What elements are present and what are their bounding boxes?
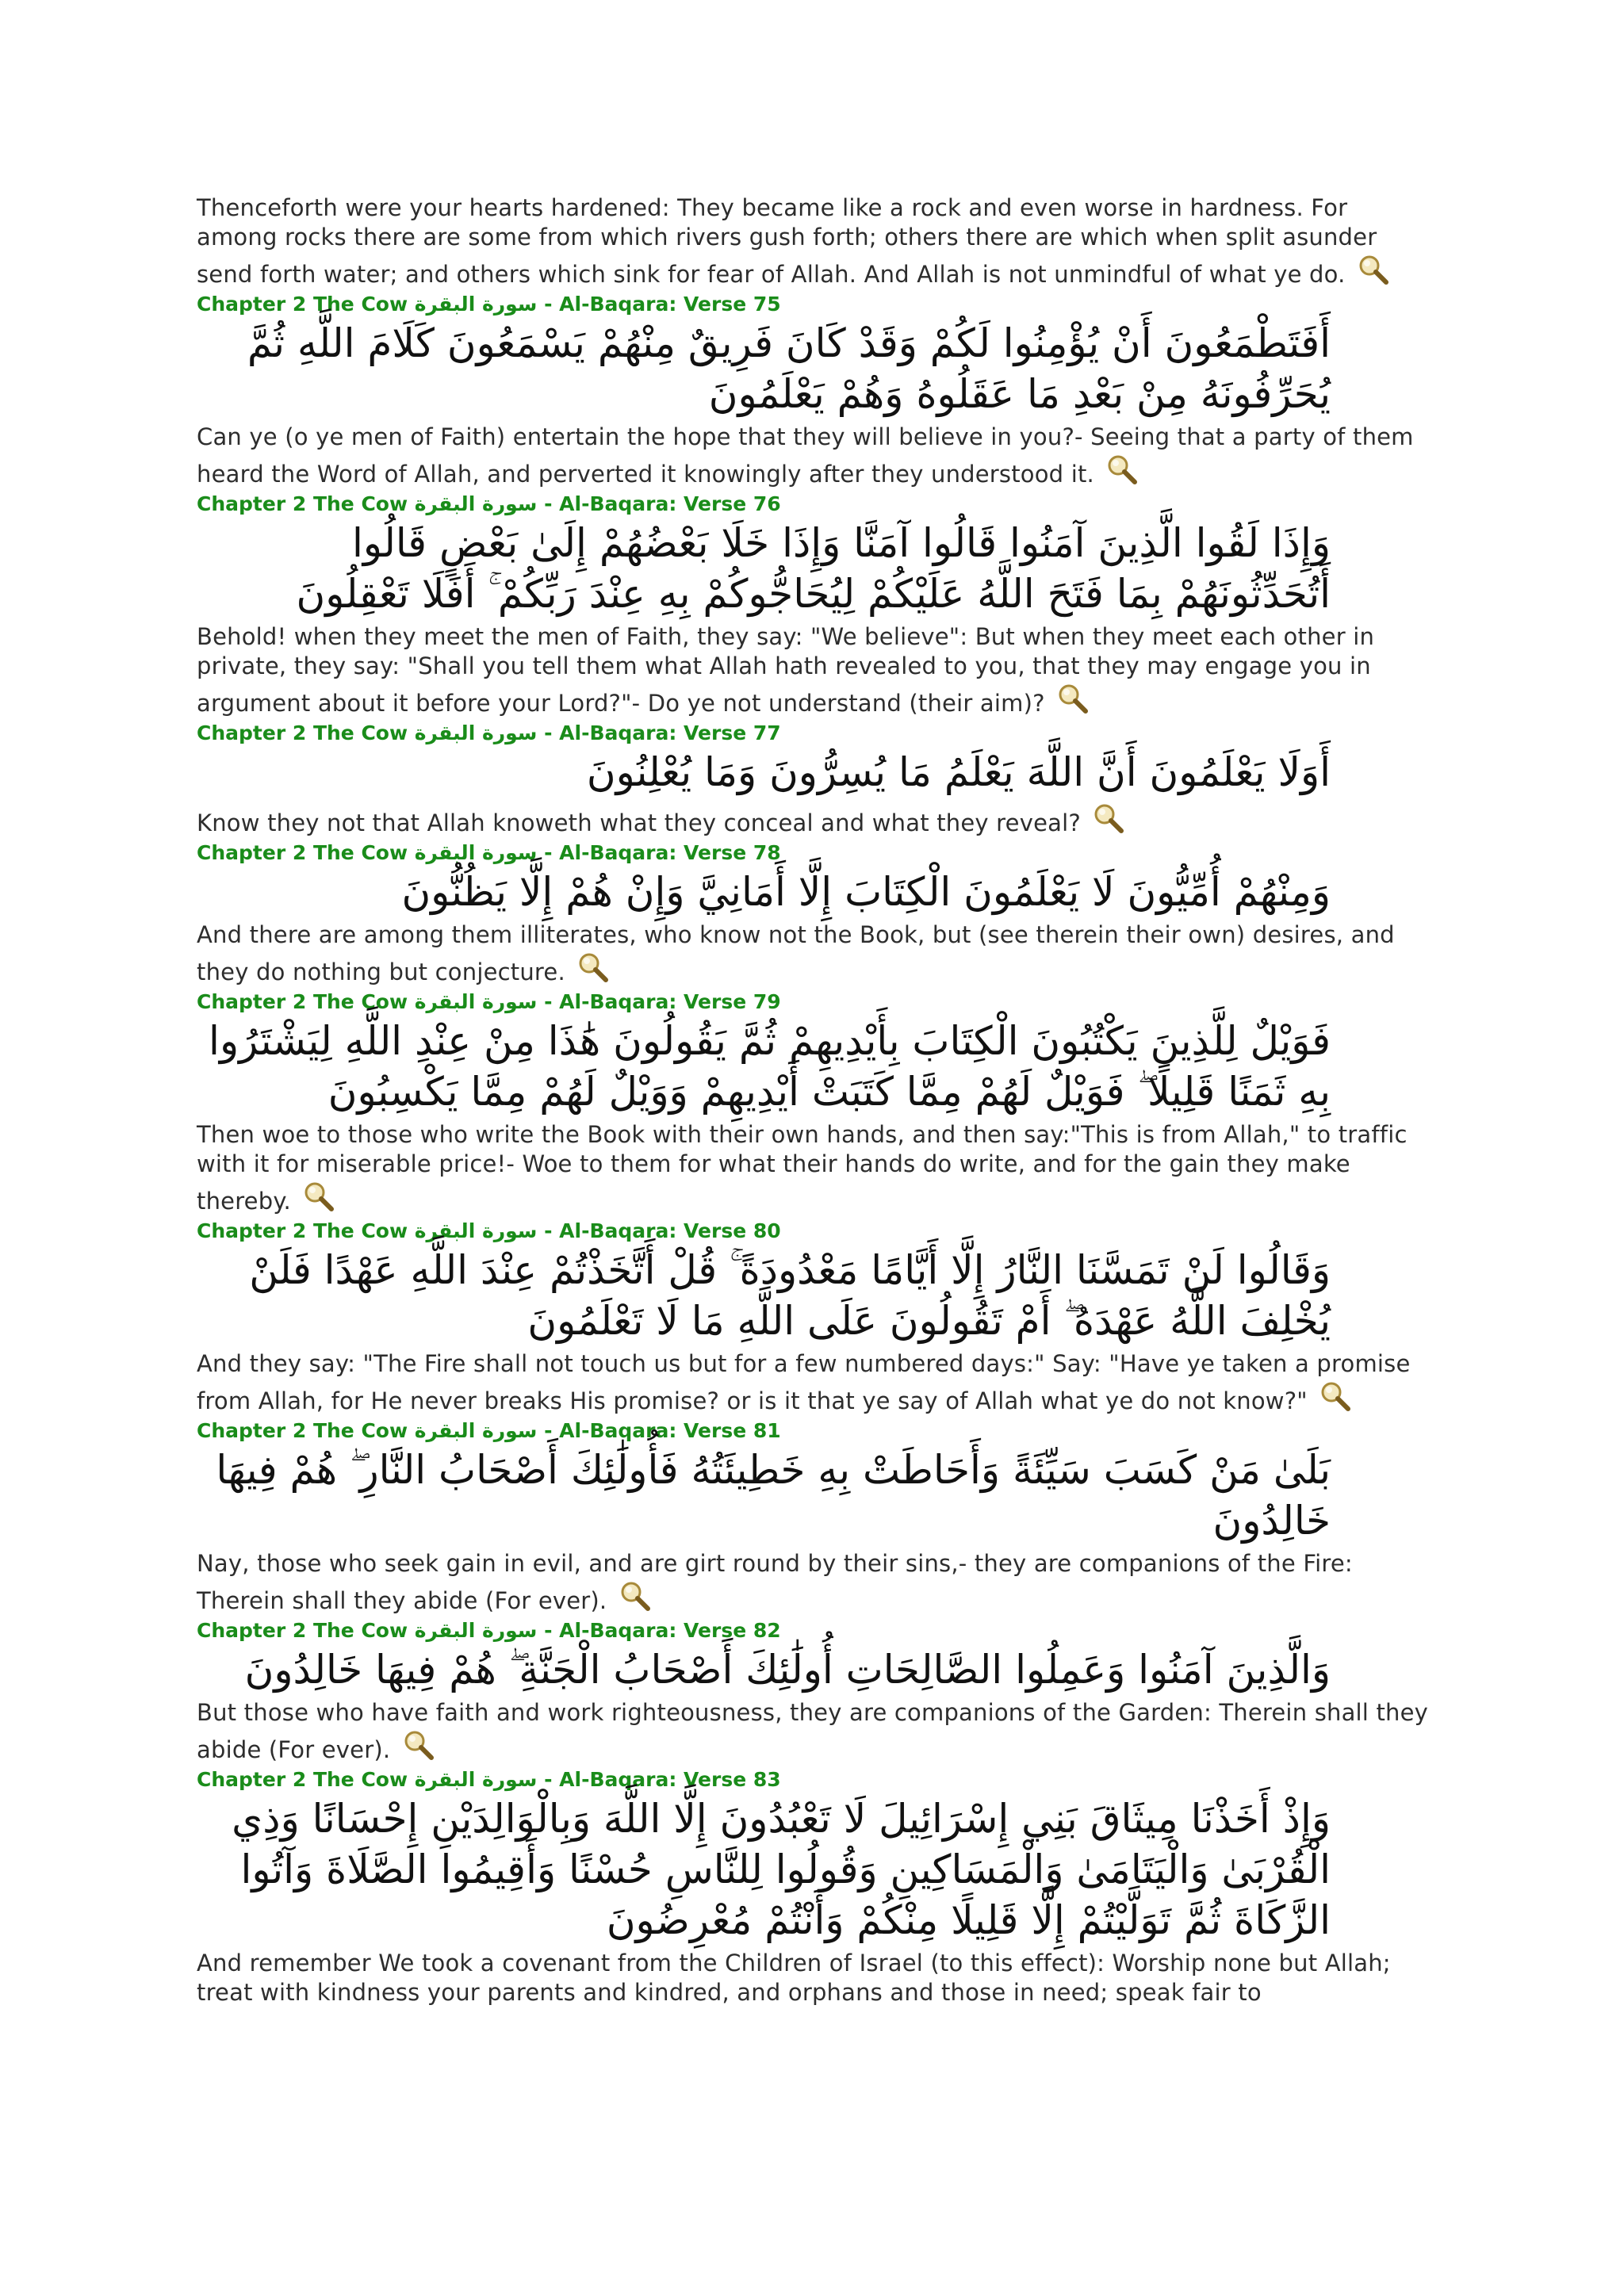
verse-translation (197, 1698, 1434, 1765)
surah-arabic-name: سورة البقرة (414, 841, 538, 864)
magnifier-icon[interactable] (1091, 801, 1126, 836)
surah-arabic-name: سورة البقرة (414, 721, 538, 744)
chapter-label: Chapter 2 The Cow (197, 1768, 408, 1791)
translation-text: Behold! when they meet the men of Faith, they say: "We believe": But when they meet each other in private, they say: "Shall you tell them what Allah hath revealed to you, that they may engage you in argument about it before your Lord?"- Do ye not understand (their aim)? (197, 623, 1375, 717)
chapter-label: Chapter 2 The Cow (197, 990, 408, 1013)
magnifier-icon[interactable] (1356, 252, 1391, 287)
verse-76 (197, 492, 1434, 718)
verse-translation (197, 920, 1434, 987)
verse-translation (197, 801, 1434, 838)
verse-reference: - Al-Baqara: Verse 83 (544, 1768, 781, 1791)
arabic-verse-text: وَإِذْ أَخَذْنَا مِيثَاقَ بَنِي إِسْرَائِيلَ لَا تَعْبُدُونَ إِلَّا اللَّهَ وَبِالْوَالِدَيْنِ إِحْسَانًا وَذِي الْقُرْبَىٰ وَالْيَتَامَىٰ وَالْمَسَاكِينِ وَقُولُوا لِلنَّاسِ حُسْنًا وَأَقِيمُوا الصَّلَاةَ وَآتُوا الزَّكَاةَ ثُمَّ تَوَلَّيْتُمْ إِلَّا قَلِيلًا مِنْكُمْ وَأَنْتُمْ مُعْرِضُونَ (232, 1796, 1331, 1943)
chapter-label: Chapter 2 The Cow (197, 293, 408, 316)
verse-reference: - Al-Baqara: Verse 82 (544, 1619, 781, 1642)
verse-reference: - Al-Baqara: Verse 78 (544, 841, 781, 864)
magnifier-icon[interactable] (1105, 452, 1139, 487)
magnifier-icon[interactable] (576, 950, 611, 985)
verse-translation (197, 1549, 1434, 1616)
chapter-label: Chapter 2 The Cow (197, 1619, 408, 1642)
arabic-verse-text: أَفَتَطْمَعُونَ أَنْ يُؤْمِنُوا لَكُمْ وَقَدْ كَانَ فَرِيقٌ مِنْهُمْ يَسْمَعُونَ كَلَامَ اللَّهِ ثُمَّ يُحَرِّفُونَهُ مِنْ بَعْدِ مَا عَقَلُوهُ وَهُمْ يَعْلَمُونَ (247, 320, 1331, 417)
translation-text: Know they not that Allah knoweth what they conceal and what they reveal? (197, 809, 1081, 836)
translation-text: Nay, those who seek gain in evil, and are girt round by their sins,- they are companions of the Fire: Therein shall they abide (For ever). (197, 1550, 1353, 1614)
verse-reference: - Al-Baqara: Verse 75 (544, 293, 781, 316)
chapter-label: Chapter 2 The Cow (197, 1219, 408, 1242)
arabic-verse-text: وَمِنْهُمْ أُمِّيُّونَ لَا يَعْلَمُونَ الْكِتَابَ إِلَّا أَمَانِيَّ وَإِنْ هُمْ إِلَّا يَظُنُّونَ (401, 869, 1331, 915)
verse-translation (197, 1120, 1434, 1216)
verse-translation (197, 622, 1434, 718)
verse-reference: - Al-Baqara: Verse 76 (544, 492, 781, 515)
verse-header (197, 293, 1434, 316)
surah-arabic-name: سورة البقرة (414, 990, 538, 1013)
chapter-label: Chapter 2 The Cow (197, 841, 408, 864)
surah-arabic-name: سورة البقرة (414, 1619, 538, 1642)
translation-text: Then woe to those who write the Book with their own hands, and then say:"This is from Allah," to traffic with it for miserable price!- Woe to them for what their hands do write, and for the gain they make thereby. (197, 1121, 1408, 1215)
verse-translation (197, 423, 1434, 489)
translation-text: And remember We took a covenant from the Children of Israel (to this effect): Worship none but Allah; treat with kindness your parents and kindred, and orphans and those in need; speak fair to (197, 1950, 1391, 2006)
verse-translation (197, 1949, 1434, 2007)
magnifier-icon[interactable] (1055, 681, 1090, 716)
verse-81 (197, 1419, 1434, 1616)
magnifier-icon[interactable] (401, 1728, 436, 1762)
verse-reference: - Al-Baqara: Verse 79 (544, 990, 781, 1013)
verse-header (197, 1619, 1434, 1643)
verse-header (197, 721, 1434, 745)
translation-text: And they say: "The Fire shall not touch us but for a few numbered days:" Say: "Have ye taken a promise from Allah, for He never breaks His promise? or is it that ye say of Allah what ye do not know?" (197, 1350, 1411, 1414)
verse-75 (197, 293, 1434, 489)
verse-reference: - Al-Baqara: Verse 77 (544, 721, 781, 744)
translation-text: And there are among them illiterates, who know not the Book, but (see therein their own) desires, and they do nothing but conjecture. (197, 921, 1395, 985)
translation-text: Can ye (o ye men of Faith) entertain the hope that they will believe in you?- Seeing that a party of them heard the Word of Allah, and perverted it knowingly after they understood it. (197, 423, 1414, 488)
arabic-verse-text: فَوَيْلٌ لِلَّذِينَ يَكْتُبُونَ الْكِتَابَ بِأَيْدِيهِمْ ثُمَّ يَقُولُونَ هَٰذَا مِنْ عِنْدِ اللَّهِ لِيَشْتَرُوا بِهِ ثَمَنًا قَلِيلًا ۖ فَوَيْلٌ لَهُمْ مِمَّا كَتَبَتْ أَيْدِيهِمْ وَوَيْلٌ لَهُمْ مِمَّا يَكْسِبُونَ (209, 1018, 1331, 1115)
verse-reference: - Al-Baqara: Verse 81 (544, 1419, 781, 1442)
verse-header (197, 1219, 1434, 1243)
surah-arabic-name: سورة البقرة (414, 1219, 538, 1242)
surah-arabic-name: سورة البقرة (414, 1768, 538, 1791)
surah-arabic-name: سورة البقرة (414, 492, 538, 515)
verse-reference: - Al-Baqara: Verse 80 (544, 1219, 781, 1242)
surah-arabic-name: سورة البقرة (414, 293, 538, 316)
verse-78 (197, 841, 1434, 987)
arabic-verse-text: أَوَلَا يَعْلَمُونَ أَنَّ اللَّهَ يَعْلَمُ مَا يُسِرُّونَ وَمَا يُعْلِنُونَ (586, 749, 1331, 795)
arabic-verse-text: وَإِذَا لَقُوا الَّذِينَ آمَنُوا قَالُوا آمَنَّا وَإِذَا خَلَا بَعْضُهُمْ إِلَىٰ بَعْضٍ قَالُوا أَتُحَدِّثُونَهُمْ بِمَا فَتَحَ اللَّهُ عَلَيْكُمْ لِيُحَاجُّوكُمْ بِهِ عِنْدَ رَبِّكُمْ ۚ أَفَلَا تَعْقِلُونَ (296, 520, 1331, 617)
verse-79 (197, 990, 1434, 1216)
translation-text: But those who have faith and work righteousness, they are companions of the Garden: Therein shall they abide (For ever). (197, 1699, 1429, 1763)
magnifier-icon[interactable] (618, 1578, 653, 1613)
arabic-verse-text: وَقَالُوا لَنْ تَمَسَّنَا النَّارُ إِلَّا أَيَّامًا مَعْدُودَةً ۚ قُلْ أَتَّخَذْتُمْ عِنْدَ اللَّهِ عَهْدًا فَلَنْ يُخْلِفَ اللَّهُ عَهْدَهُ ۖ أَمْ تَقُولُونَ عَلَى اللَّهِ مَا لَا تَعْلَمُونَ (249, 1247, 1331, 1344)
verse-83 (197, 1768, 1434, 2007)
arabic-verse-text: بَلَىٰ مَنْ كَسَبَ سَيِّئَةً وَأَحَاطَتْ بِهِ خَطِيئَتُهُ فَأُولَٰئِكَ أَصْحَابُ النَّارِ ۖ هُمْ فِيهَا خَالِدُونَ (216, 1447, 1331, 1544)
verse-77 (197, 721, 1434, 838)
surah-arabic-name: سورة البقرة (414, 1419, 538, 1442)
chapter-label: Chapter 2 The Cow (197, 1419, 408, 1442)
magnifier-icon[interactable] (1318, 1379, 1353, 1414)
verse-header (197, 990, 1434, 1014)
verse-82 (197, 1619, 1434, 1765)
intro-text: Thenceforth were your hearts hardened: They became like a rock and even worse in hardness. For among rocks there are some from which rivers gush forth; others there are which when split asunder send forth water; and others which sink for fear of Allah. And Allah is not unmindful of what ye do. (197, 194, 1377, 288)
verse-header (197, 492, 1434, 516)
chapter-label: Chapter 2 The Cow (197, 492, 408, 515)
verse-header (197, 841, 1434, 865)
intro-translation (197, 193, 1434, 289)
verse-header (197, 1768, 1434, 1792)
magnifier-icon[interactable] (301, 1179, 336, 1214)
verse-list (197, 193, 1434, 2009)
verse-80 (197, 1219, 1434, 1416)
verse-header (197, 1419, 1434, 1443)
verse-translation (197, 1349, 1434, 1416)
arabic-verse-text: وَالَّذِينَ آمَنُوا وَعَمِلُوا الصَّالِحَاتِ أُولَٰئِكَ أَصْحَابُ الْجَنَّةِ ۖ هُمْ فِيهَا خَالِدُونَ (244, 1647, 1331, 1693)
chapter-label: Chapter 2 The Cow (197, 721, 408, 744)
